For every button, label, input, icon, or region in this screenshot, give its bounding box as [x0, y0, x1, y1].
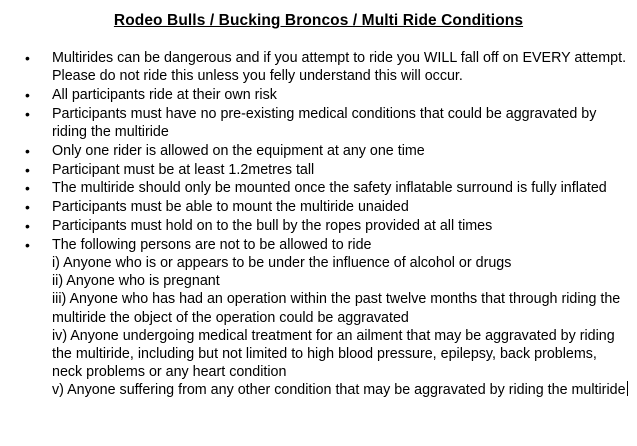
list-item: [0, 217, 637, 235]
sub-item: i) Anyone who is or appears to be under the influence of alcohol or drugs: [52, 254, 512, 271]
list-item-text: All participants ride at their own risk: [52, 87, 277, 103]
sub-item: iv) Anyone undergoing medical treatment for an ailment that may be aggravated by riding the multiride, including but not limited to high blood pressure, epilepsy, back problems, neck problems or any heart condition: [52, 327, 615, 381]
text-cursor: [627, 381, 628, 396]
list-item: [0, 198, 637, 216]
bullet-icon: •: [25, 180, 30, 197]
list-item: [0, 179, 637, 197]
list-item-text: The following persons are not to be allowed to ride: [52, 236, 372, 253]
list-item: [0, 105, 637, 141]
list-item-text: Participants must hold on to the bull by the ropes provided at all times: [52, 217, 493, 234]
bullet-icon: •: [25, 236, 30, 253]
document-title: Rodeo Bulls / Bucking Broncos / Multi Ride Conditions: [113, 12, 524, 29]
list-item: [0, 86, 637, 104]
list-item-text: The multiride should only be mounted once the safety inflatable surround is fully inflated: [52, 180, 607, 197]
list-item-text: Participants must be able to mount the multiride unaided: [52, 199, 409, 216]
list-item: [0, 161, 637, 179]
sub-item-last: [52, 381, 629, 399]
list-item-text: Multirides can be dangerous and if you attempt to ride you WILL fall off on EVERY attempt. Please do not ride this unless you felly understand this will occur.: [52, 50, 627, 85]
bullet-icon: •: [25, 161, 30, 178]
list-item-text: Participants must have no pre-existing medical conditions that could be aggravated by riding the multiride: [52, 105, 597, 140]
list-item-text: Participant must be at least 1.2metres tall: [52, 161, 315, 178]
sub-item: iii) Anyone who has had an operation within the past twelve months that through riding the multiride the object of the operation could be aggravated: [52, 291, 621, 326]
bullet-icon: •: [25, 217, 30, 234]
bullet-icon: •: [25, 142, 30, 159]
list-item-text: Only one rider is allowed on the equipment at any one time: [52, 142, 425, 159]
bullet-icon: •: [25, 87, 30, 103]
list-item: [0, 142, 637, 160]
list-item: [0, 236, 637, 400]
sub-item: ii) Anyone who is pregnant: [52, 273, 220, 290]
conditions-list: [0, 49, 637, 400]
bullet-icon: •: [25, 199, 30, 216]
bullet-icon: •: [25, 105, 30, 122]
bullet-icon: •: [25, 50, 30, 66]
sub-item-text: v) Anyone suffering from any other condition that may be aggravated by riding the multiride: [52, 382, 626, 399]
list-item: [0, 49, 637, 85]
